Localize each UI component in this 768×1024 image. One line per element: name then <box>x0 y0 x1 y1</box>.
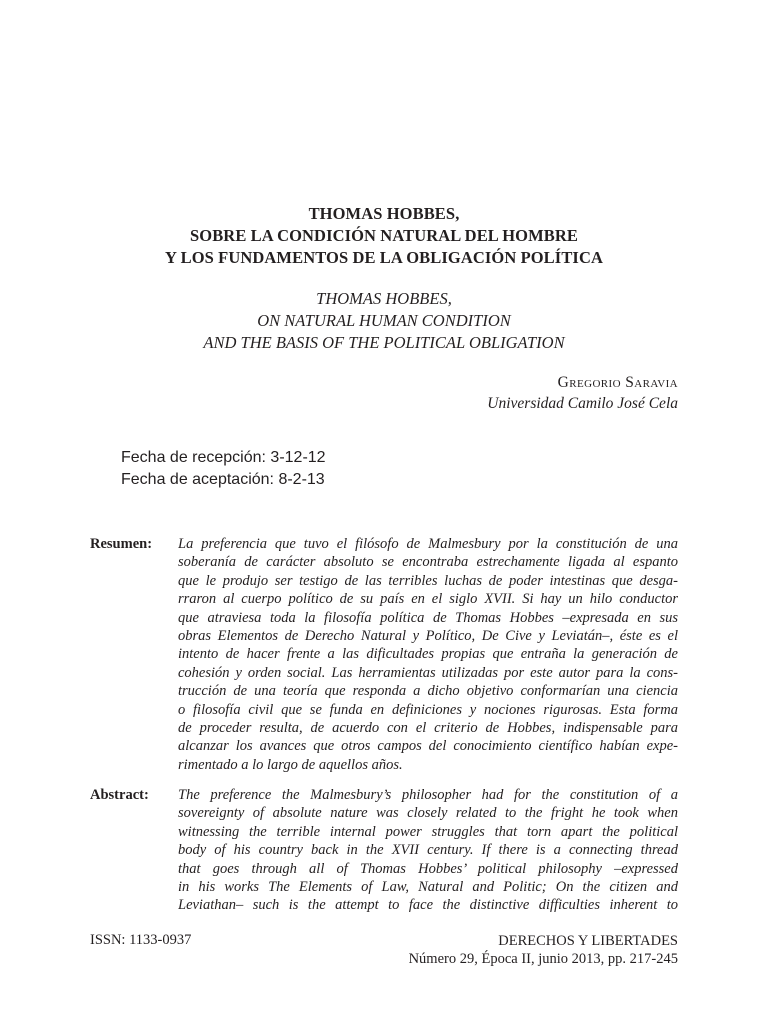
abstract-line: that goes through all of Thomas Hobbes’ political philosophy –expressed <box>178 860 678 877</box>
resumen-line: rimentado a lo largo de aquellos años. <box>178 756 403 773</box>
title-spanish <box>90 203 678 269</box>
journal-citation <box>409 932 678 968</box>
title-es-line: THOMAS HOBBES, <box>308 204 460 223</box>
author-affiliation: Universidad Camilo José Cela <box>487 395 678 412</box>
resumen-line: trucción de una teoría que responda a dicho objetivo conformarían una ciencia <box>178 683 678 700</box>
acceptance-date: Fecha de aceptación: 8-2-13 <box>121 471 325 488</box>
abstract-text <box>178 786 678 915</box>
resumen-label: Resumen: <box>90 536 153 552</box>
resumen-line: rraron al cuerpo político de su país en el siglo XVII. Si hay un hilo conductor <box>178 591 678 608</box>
title-en-line: AND THE BASIS OF THE POLITICAL OBLIGATION <box>203 333 565 352</box>
issn: ISSN: 1133-0937 <box>90 932 192 948</box>
resumen-text <box>178 535 678 774</box>
resumen-line: que atraviesa toda la filosofía política de Thomas Hobbes –expresada en sus <box>178 609 678 626</box>
journal-name: DERECHOS Y LIBERTADES <box>498 933 678 949</box>
abstract-line: in his works The Elements of Law, Natural and Politic; On the citizen and <box>178 879 678 896</box>
reception-date: Fecha de recepción: 3-12-12 <box>121 449 326 466</box>
resumen-line: obras Elementos de Derecho Natural y Político, De Cive y Leviatán–, éste es el <box>178 628 678 645</box>
abstract-line: sovereignty of absolute nature was closely related to the fright he took when <box>178 805 678 822</box>
abstract-label: Abstract: <box>90 787 149 803</box>
resumen-line: cohesión y orden social. Las herramientas utilizadas por este autor para la cons- <box>178 664 678 681</box>
abstract-line: body of his country back in the XVII century. If there is a connecting thread <box>178 842 678 859</box>
author-name: Gregorio Saravia <box>557 374 678 391</box>
abstract-line: Leviathan– such is the attempt to face the distinctive difficulties inherent to <box>178 897 678 914</box>
resumen-line: o filosofía civil que se funda en definiciones y nociones rigurosas. Esta forma <box>178 701 678 718</box>
resumen-line: que le produjo ser testigo de las terribles luchas de poder intestinas que desga- <box>178 572 678 589</box>
title-english <box>90 288 678 354</box>
abstract-line: The preference the Malmesbury’s philosopher had for the constitution of a <box>178 787 678 803</box>
title-en-line: THOMAS HOBBES, <box>316 289 452 308</box>
resumen-line: alcanzar los avances que otros campos del conocimiento científico habían expe- <box>178 738 678 755</box>
resumen-section <box>90 535 678 775</box>
submission-dates <box>121 447 326 491</box>
abstract-section <box>90 786 678 916</box>
resumen-line: soberanía de carácter absoluto se encontraba estrechamente ligada al espanto <box>178 554 678 571</box>
issue-info: Número 29, Época II, junio 2013, pp. 217-245 <box>408 951 678 967</box>
abstract-line: witnessing the terrible internal power struggles that torn apart the political <box>178 823 678 840</box>
resumen-line: de proceder resulta, de acuerdo con el criterio de Hobbes, indispensable para <box>178 720 678 737</box>
resumen-line: intento de hacer frente a las dificultades propias que entraña la generación de <box>178 646 678 663</box>
title-es-line: Y LOS FUNDAMENTOS DE LA OBLIGACIÓN POLÍTICA <box>165 248 603 267</box>
title-en-line: ON NATURAL HUMAN CONDITION <box>257 311 511 330</box>
resumen-line: La preferencia que tuvo el filósofo de Malmesbury por la constitución de una <box>178 536 678 552</box>
title-es-line: SOBRE LA CONDICIÓN NATURAL DEL HOMBRE <box>189 226 578 245</box>
